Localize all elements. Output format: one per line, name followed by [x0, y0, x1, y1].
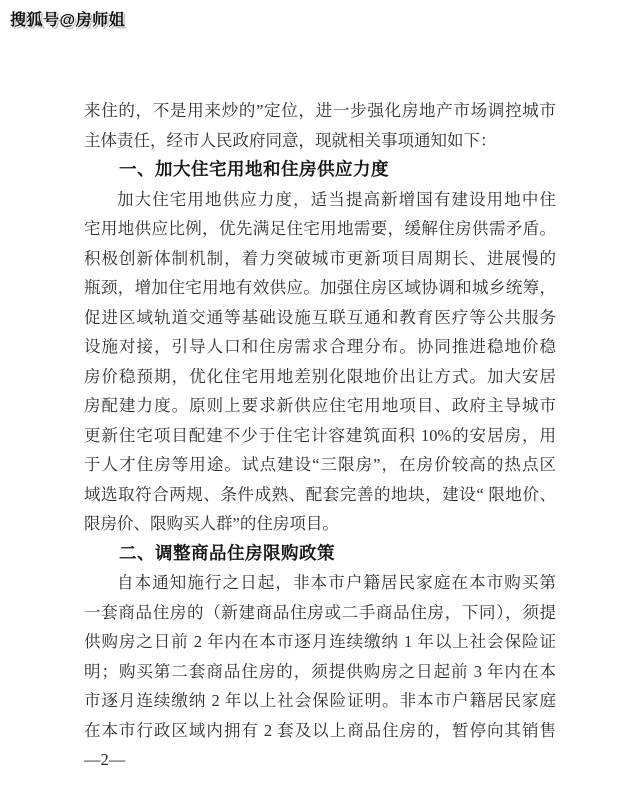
- doc-line: 房配建力度。原则上要求新供应住宅用地项目、政府主导城市: [84, 396, 556, 415]
- document-body: [84, 96, 556, 775]
- doc-line: 房价稳预期，优化住宅用地差别化限地价出让方式。加大安居: [84, 366, 556, 386]
- sohu-watermark: 搜狐号@房师姐: [10, 12, 126, 29]
- section-heading: 一、加大住宅用地和住房供应力度: [119, 159, 389, 179]
- page-number: —2—: [84, 750, 126, 769]
- doc-line: 瓶颈，增加住宅用地有效供应。加强住房区域协调和城乡统筹，: [84, 278, 556, 297]
- doc-line: 域选取符合两规、条件成熟、配套完善的地块，建设“ 限地价、: [84, 484, 556, 504]
- doc-line: 一套商品住房的（新建商品住房或二手商品住房，下同），须提: [84, 602, 556, 622]
- doc-line: 促进区域轨道交通等基础设施互联互通和教育医疗等公共服务: [84, 307, 556, 327]
- doc-line: 加大住宅用地供应力度，适当提高新增国有建设用地中住: [117, 189, 556, 209]
- doc-line: 设施对接，引导人口和住房需求合理分布。协同推进稳地价稳: [84, 337, 556, 356]
- doc-line: 来住的，不是用来炒的”定位，进一步强化房地产市场调控城市: [84, 101, 556, 120]
- doc-line: 自本通知施行之日起，非本市户籍居民家庭在本市购买第: [117, 573, 556, 592]
- doc-line: 主体责任，经市人民政府同意，现就相关事项通知如下：: [84, 130, 497, 150]
- doc-line: 在本市行政区域内拥有 2 套及以上商品住房的，暂停向其销售: [84, 720, 556, 740]
- doc-line: 积极创新体制机制，着力突破城市更新项目周期长、进展慢的: [84, 248, 556, 268]
- doc-line: 宅用地供应比例，优先满足住宅用地需要，缓解住房供需矛盾。: [84, 219, 556, 238]
- doc-line: 更新住宅项目配建不少于住宅计容建筑面积 10%的安居房，用: [84, 425, 556, 445]
- doc-line: 限房价、限购买人群”的住房项目。: [84, 514, 339, 533]
- doc-line: 供购房之日前 2 年内在本市逐月连续缴纳 1 年以上社会保险证: [84, 632, 556, 651]
- doc-line: 市逐月连续缴纳 2 年以上社会保险证明。非本市户籍居民家庭: [84, 691, 556, 710]
- doc-line: 于人才住房等用途。试点建设“三限房”，在房价较高的热点区: [84, 455, 556, 474]
- section-heading: 二、调整商品住房限购政策: [119, 542, 335, 563]
- doc-lines: [84, 96, 556, 745]
- doc-line: 明；购买第二套商品住房的，须提供购房之日起前 3 年内在本: [84, 661, 556, 681]
